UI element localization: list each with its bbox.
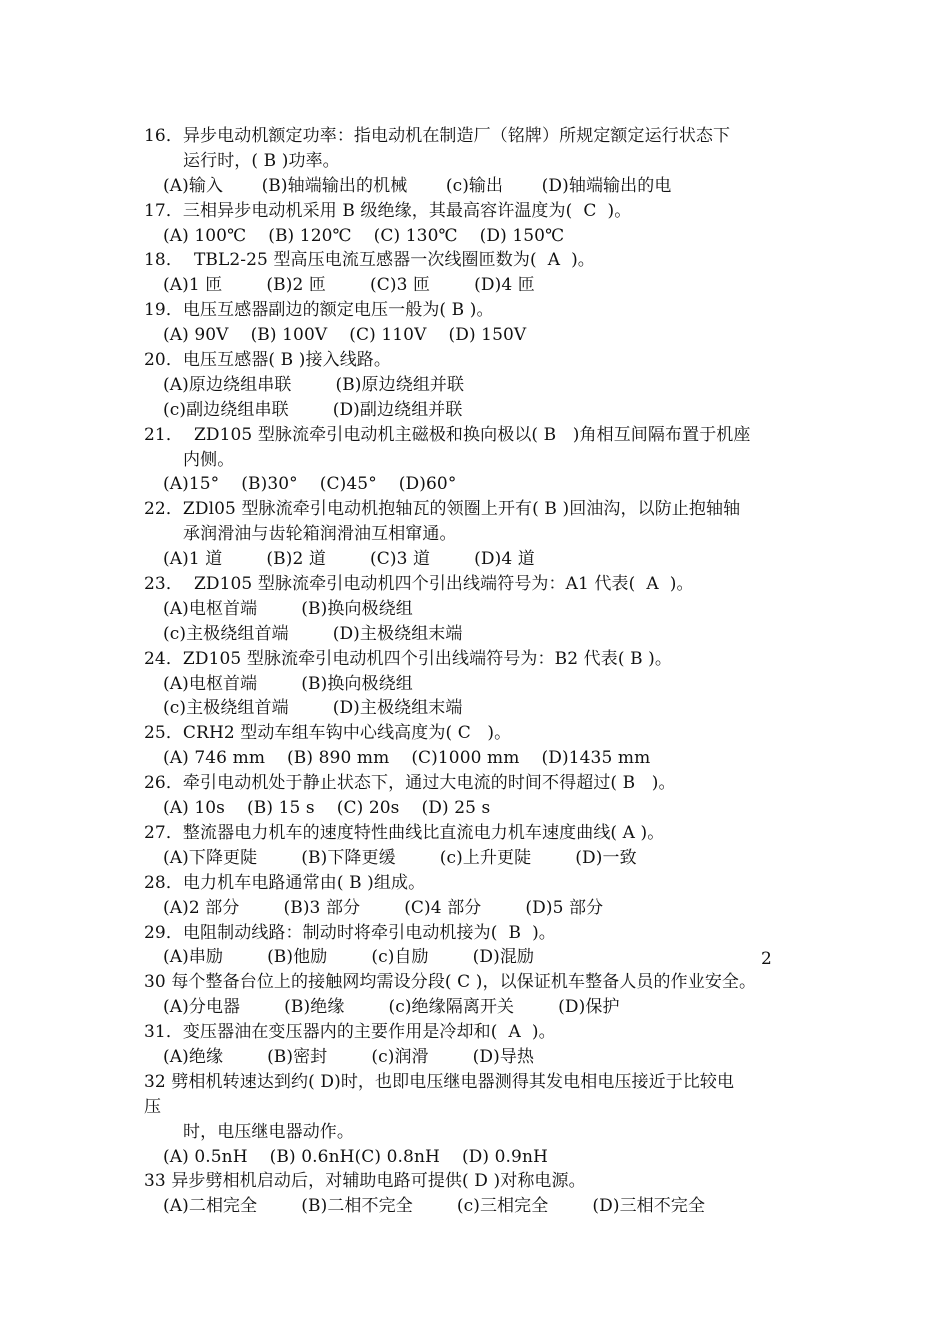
question-line: 33 异步劈相机启动后，对辅助电路可提供( D )对称电源。 bbox=[144, 1171, 586, 1192]
answer-options-line: (A)原边绕组串联 (B)原边绕组并联 bbox=[163, 374, 465, 395]
page-number: 2 bbox=[761, 949, 772, 969]
question-line: 21． ZD105 型脉流牵引电动机主磁极和换向极以( B )角相互间隔布置于机座 bbox=[144, 424, 751, 445]
question-continuation: 承润滑油与齿轮箱润滑油互相窜通。 bbox=[183, 524, 457, 545]
answer-options-line: (c)副边绕组串联 (D)副边绕组并联 bbox=[163, 399, 463, 420]
question-line: 16．异步电动机额定功率：指电动机在制造厂（铭牌）所规定额定运行状态下 bbox=[144, 126, 731, 146]
question-line: 31．变压器油在变压器内的主要作用是冷却和( A )。 bbox=[144, 1022, 556, 1043]
question-line: 26．牵引电动机处于静止状态下，通过大电流的时间不得超过( B )。 bbox=[144, 773, 676, 794]
answer-options-line: (A)输入 (B)轴端输出的机械 (c)输出 (D)轴端输出的电 bbox=[163, 175, 672, 196]
answer-options-line: (A) 100℃ (B) 120℃ (C) 130℃ (D) 150℃ bbox=[163, 225, 565, 246]
question-line: 22．ZDl05 型脉流牵引电动机抱轴瓦的领圈上开有( B )回油沟，以防止抱轴轴 bbox=[144, 499, 741, 520]
answer-options-line: (A)分电器 (B)绝缘 (c)绝缘隔离开关 (D)保护 bbox=[163, 997, 620, 1018]
answer-options-line: (A) 10s (B) 15 s (C) 20s (D) 25 s bbox=[163, 798, 491, 819]
question-line: 27．整流器电力机车的速度特性曲线比直流电力机车速度曲线( A )。 bbox=[144, 822, 665, 843]
answer-options-line: (c)主极绕组首端 (D)主极绕组末端 bbox=[163, 698, 463, 719]
question-line: 30 每个整备台位上的接触网均需设分段( C )，以保证机车整备人员的作业安全。 bbox=[144, 972, 757, 993]
answer-options-line: (A)串励 (B)他励 (c)自励 (D)混励 bbox=[163, 947, 535, 968]
answer-options-line: (A) 746 mm (B) 890 mm (C)1000 mm (D)1435 mm bbox=[163, 748, 651, 769]
question-line: 18． TBL2-25 型高压电流互感器一次线圈匝数为( A )。 bbox=[144, 250, 595, 271]
question-continuation: 时，电压继电器动作。 bbox=[183, 1121, 354, 1142]
question-continuation: 运行时，( B )功率。 bbox=[183, 150, 340, 171]
answer-options-line: (A)1 匝 (B)2 匝 (C)3 匝 (D)4 匝 bbox=[163, 275, 535, 296]
answer-options-line: (A)15° (B)30° (C)45° (D)60° bbox=[163, 474, 457, 495]
question-line: 压 bbox=[144, 1096, 162, 1117]
question-list bbox=[144, 124, 824, 1219]
answer-options-line: (A)下降更陡 (B)下降更缓 (c)上升更陡 (D)一致 bbox=[163, 847, 637, 868]
answer-options-line: (A)二相完全 (B)二相不完全 (c)三相完全 (D)三相不完全 bbox=[163, 1196, 706, 1217]
answer-options-line: (A) 90V (B) 100V (C) 110V (D) 150V bbox=[163, 325, 527, 346]
question-line: 24．ZD105 型脉流牵引电动机四个引出线端符号为：B2 代表( B )。 bbox=[144, 648, 673, 669]
question-line: 28．电力机车电路通常由( B )组成。 bbox=[144, 872, 426, 893]
question-line: 23． ZD105 型脉流牵引电动机四个引出线端符号为：A1 代表( A )。 bbox=[144, 574, 694, 595]
answer-options-line: (A)电枢首端 (B)换向极绕组 bbox=[163, 598, 413, 619]
answer-options-line: (A)2 部分 (B)3 部分 (C)4 部分 (D)5 部分 bbox=[163, 897, 604, 918]
question-line: 17．三相异步电动机采用 B 级绝缘，其最高容许温度为( C )。 bbox=[144, 200, 632, 221]
answer-options-line: (A)1 道 (B)2 道 (C)3 道 (D)4 道 bbox=[163, 549, 535, 570]
question-line: 19．电压互感器副边的额定电压一般为( B )。 bbox=[144, 300, 494, 321]
answer-options-line: (c)主极绕组首端 (D)主极绕组末端 bbox=[163, 623, 463, 644]
question-line: 32 劈相机转速达到约( D)时，也即电压继电器测得其发电相电压接近于比较电 bbox=[144, 1071, 735, 1092]
answer-options-line: (A)绝缘 (B)密封 (c)润滑 (D)导热 bbox=[163, 1046, 535, 1067]
answer-options-line: (A)电枢首端 (B)换向极绕组 bbox=[163, 673, 413, 694]
answer-options-line: (A) 0.5nH (B) 0.6nH(C) 0.8nH (D) 0.9nH bbox=[163, 1146, 548, 1167]
question-line: 25．CRH2 型动车组车钩中心线高度为( C )。 bbox=[144, 723, 512, 744]
question-line: 20．电压互感器( B )接入线路。 bbox=[144, 350, 391, 371]
question-line: 29．电阻制动线路：制动时将牵引电动机接为( B )。 bbox=[144, 922, 556, 943]
question-continuation: 内侧。 bbox=[183, 449, 235, 470]
